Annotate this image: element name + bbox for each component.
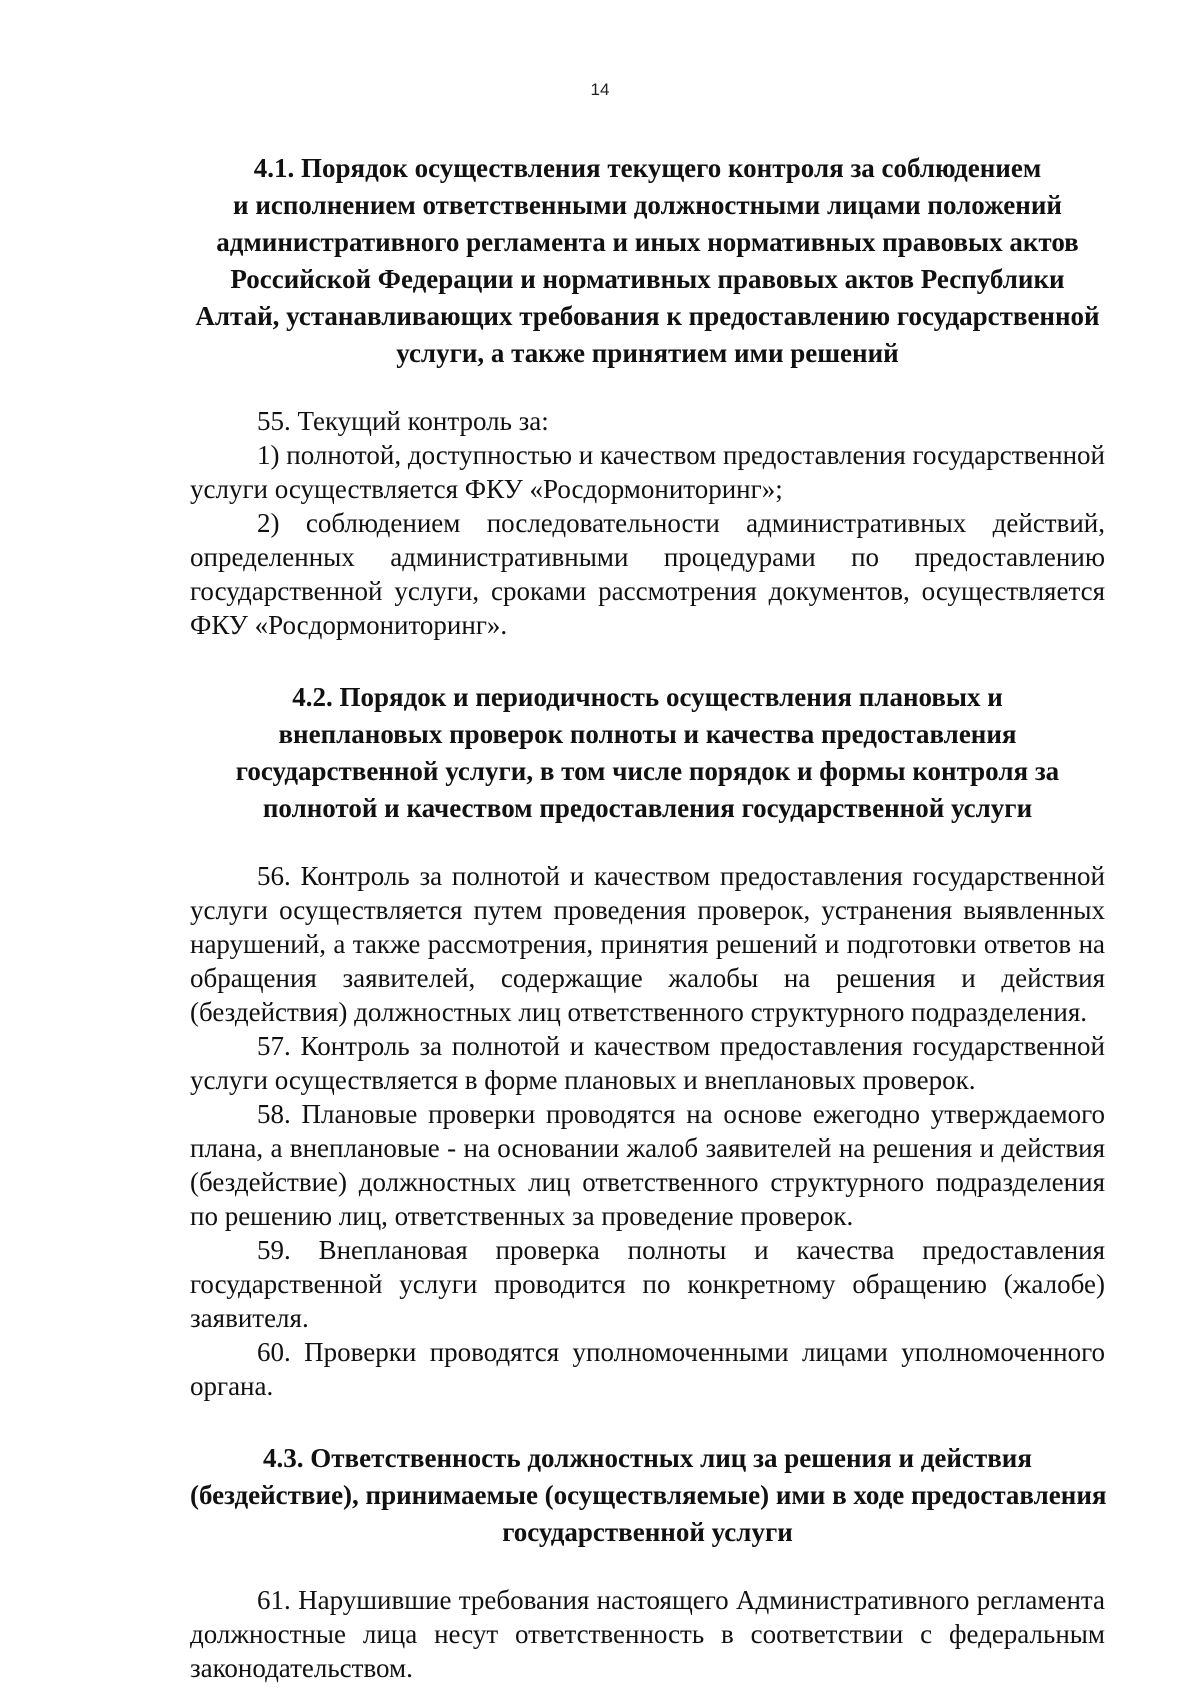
heading-line: полнотой и качеством предоставления государственной услуги: [262, 793, 1033, 823]
heading-line: государственной услуги, в том числе порядок и формы контроля за: [235, 756, 1060, 786]
heading-line: 4.2. Порядок и периодичность осуществления плановых и: [292, 682, 1003, 712]
heading-line: государственной услуги: [502, 1517, 793, 1547]
section-heading-4-2: [190, 679, 1105, 827]
heading-line: (бездействие), принимаемые (осуществляемые) ими в ходе предоставления: [190, 1480, 1107, 1510]
section-heading-4-1: [190, 150, 1105, 372]
paragraph-58: 58. Плановые проверки проводятся на основе ежегодно утверждаемого плана, а внеплановые - на основании жалоб заявителей на решения и действия (бездействие) должностных лиц ответственного структурного подразделения по решению лиц, ответственных за проведение проверок.: [190, 1099, 1105, 1231]
section-heading-4-3: [190, 1440, 1105, 1551]
heading-line: Российской Федерации и нормативных правовых актов Республики: [230, 264, 1065, 294]
heading-line: Алтай, устанавливающих требования к предоставлению государственной: [195, 301, 1100, 331]
heading-line: 4.3. Ответственность должностных лиц за решения и действия: [263, 1443, 1032, 1473]
paragraph-55-item-1: 1) полнотой, доступностью и качеством предоставления государственной услуги осуществляется ФКУ «Росдормониторинг»;: [190, 440, 1105, 504]
paragraph-57: 57. Контроль за полнотой и качеством предоставления государственной услуги осуществляется в форме плановых и внеплановых проверок.: [190, 1031, 1105, 1095]
page-number: 14: [590, 80, 610, 99]
paragraph-61: 61. Нарушившие требования настоящего Административного регламента должностные лица несут ответственность в соответствии с федеральным законодательством.: [190, 1585, 1105, 1683]
paragraph-55: 55. Текущий контроль за:: [257, 406, 549, 436]
paragraph-60: 60. Проверки проводятся уполномоченными лицами уполномоченного органа.: [190, 1337, 1105, 1401]
paragraph-59: 59. Внеплановая проверка полноты и качества предоставления государственной услуги проводится по конкретному обращению (жалобе) заявителя.: [190, 1235, 1105, 1333]
paragraph-56: 56. Контроль за полнотой и качеством предоставления государственной услуги осуществляется путем проведения проверок, устранения выявленных нарушений, а также рассмотрения, принятия решений и подготовки ответов на обращения заявителей, содержащие жалобы на решения и действия (бездействия) должностных лиц ответственного структурного подразделения.: [190, 861, 1105, 1027]
heading-line: 4.1. Порядок осуществления текущего контроля за соблюдением: [253, 153, 1042, 183]
heading-line: и исполнением ответственными должностными лицами положений: [233, 190, 1062, 220]
document-body: [190, 150, 1105, 1685]
heading-line: внеплановых проверок полноты и качества предоставления: [278, 719, 1017, 749]
paragraph-55-item-2: 2) соблюдением последовательности административных действий, определенных административными процедурами по предоставлению государственной услуги, сроками рассмотрения документов, осуществляется ФКУ «Росдормониторинг».: [190, 508, 1105, 640]
heading-line: административного регламента и иных нормативных правовых актов: [216, 227, 1079, 257]
heading-line: услуги, а также принятием ими решений: [396, 338, 899, 368]
